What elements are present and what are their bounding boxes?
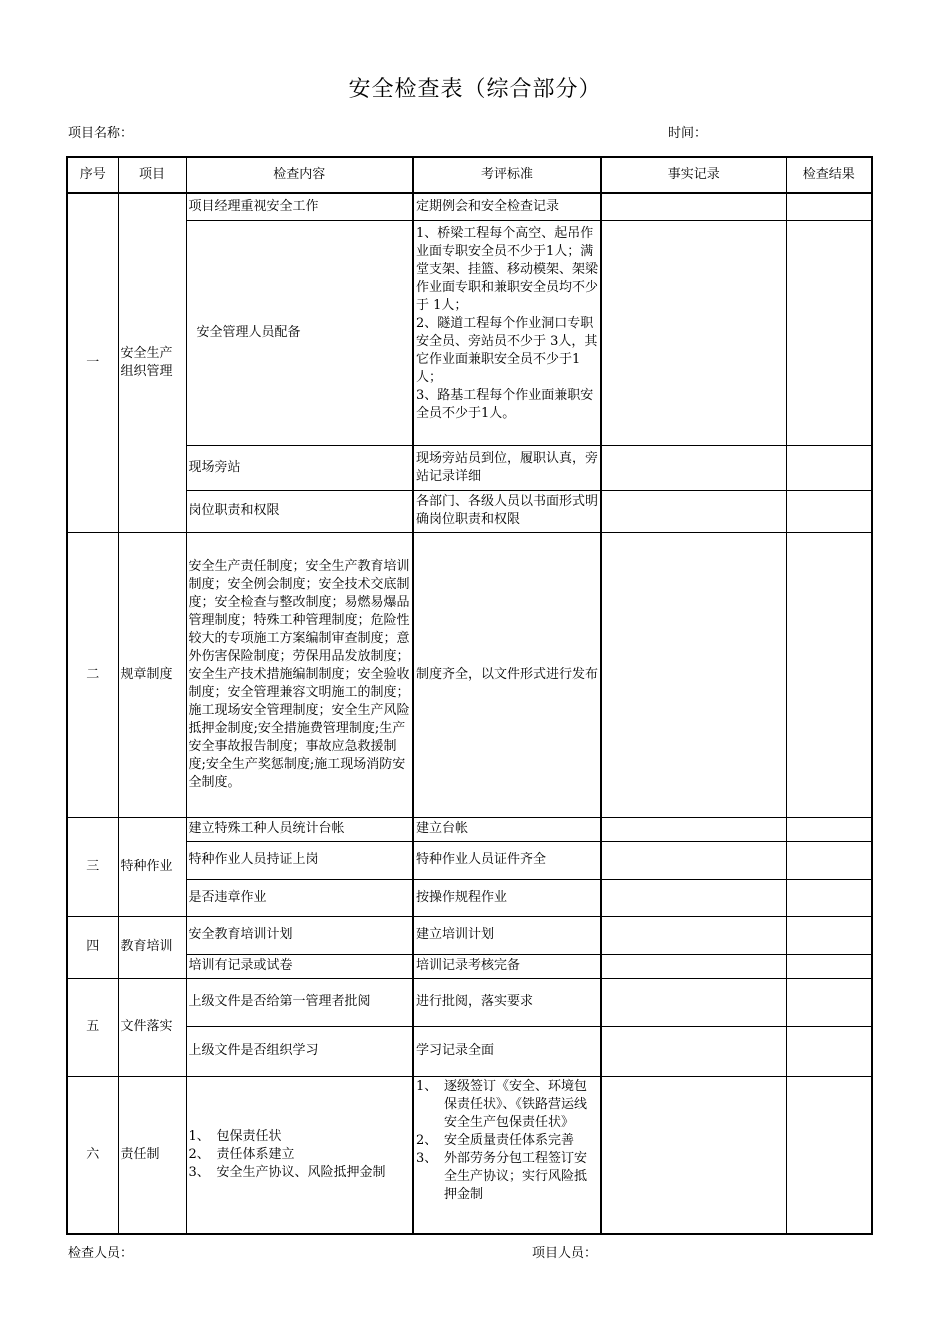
record-cell[interactable]: [601, 817, 786, 841]
list-item: 2、 责任体系建立: [188, 1146, 295, 1162]
result-cell[interactable]: [786, 532, 872, 817]
time-label: 时间：: [668, 126, 708, 141]
section-name: 规章制度: [118, 532, 186, 817]
result-cell[interactable]: [786, 841, 872, 879]
record-cell[interactable]: [601, 978, 786, 1026]
criteria: 按操作规程作业: [413, 879, 601, 916]
section-no: 五: [67, 978, 118, 1076]
record-cell[interactable]: [601, 1026, 786, 1076]
header-content: 检查内容: [186, 157, 413, 193]
check-content: [186, 1076, 413, 1234]
section-name: 特种作业: [118, 817, 186, 916]
record-cell[interactable]: [601, 954, 786, 978]
criteria: 特种作业人员证件齐全: [413, 841, 601, 879]
record-cell[interactable]: [601, 532, 786, 817]
inspector-label: 检查人员：: [68, 1246, 134, 1261]
criteria: 建立台帐: [413, 817, 601, 841]
result-cell[interactable]: [786, 1076, 872, 1234]
header-row: [67, 157, 872, 193]
criteria: 建立培训计划: [413, 916, 601, 954]
record-cell[interactable]: [601, 1076, 786, 1234]
table-row: [67, 193, 872, 220]
result-cell[interactable]: [786, 817, 872, 841]
check-content: 上级文件是否组织学习: [186, 1026, 413, 1076]
record-cell[interactable]: [601, 841, 786, 879]
section-no: 四: [67, 916, 118, 978]
list-item: 3、 外部劳务分包工程签订安全生产协议；实行风险抵押金制: [416, 1150, 588, 1202]
result-cell[interactable]: [786, 978, 872, 1026]
check-content: 安全生产责任制度；安全生产教育培训制度；安全例会制度；安全技术交底制度；安全检查与整改制度；易燃易爆品管理制度；特殊工种管理制度；危险性较大的专项施工方案编制审查制度；意外伤害保险制度；劳保用品发放制度；安全生产技术措施编制制度；安全验收制度；安全管理兼容文明施工的制度；施工现场安全管理制度；安全生产风险抵押金制度;安全措施费管理制度;生产安全事故报告制度；事故应急救援制度;安全生产奖惩制度;施工现场消防安全制度。: [186, 532, 413, 817]
criteria: 进行批阅，落实要求: [413, 978, 601, 1026]
section-name: 安全生产组织管理: [118, 193, 186, 532]
table-row: [67, 1076, 872, 1234]
check-content: 建立特殊工种人员统计台帐: [186, 817, 413, 841]
header-criteria: 考评标准: [413, 157, 601, 193]
table-row: [67, 220, 872, 445]
table-row: [67, 532, 872, 817]
header-record: 事实记录: [601, 157, 786, 193]
criteria: [413, 1076, 601, 1234]
criteria: 培训记录考核完备: [413, 954, 601, 978]
check-content: 培训有记录或试卷: [186, 954, 413, 978]
record-cell[interactable]: [601, 445, 786, 490]
result-cell[interactable]: [786, 445, 872, 490]
header-no: 序号: [67, 157, 118, 193]
header-result: 检查结果: [786, 157, 872, 193]
table-row: [67, 1026, 872, 1076]
result-cell[interactable]: [786, 220, 872, 445]
table-row: [67, 978, 872, 1026]
criteria: 各部门、各级人员以书面形式明确岗位职责和权限: [413, 490, 601, 532]
list-item: 1、 包保责任状: [188, 1128, 282, 1144]
check-content: 岗位职责和权限: [186, 490, 413, 532]
check-content: 项目经理重视安全工作: [186, 193, 413, 220]
result-cell[interactable]: [786, 490, 872, 532]
section-name: 责任制: [118, 1076, 186, 1234]
list-item: 1、 逐级签订《安全、环境包保责任状》、《铁路营运线安全生产包保责任状》: [416, 1078, 588, 1130]
list-item: 2、 安全质量责任体系完善: [416, 1132, 575, 1148]
record-cell[interactable]: [601, 879, 786, 916]
result-cell[interactable]: [786, 193, 872, 220]
table-row: [67, 879, 872, 916]
list-item: 3、 安全生产协议、风险抵押金制: [188, 1164, 386, 1180]
header-item: 项目: [118, 157, 186, 193]
criteria: 定期例会和安全检查记录: [413, 193, 601, 220]
record-cell[interactable]: [601, 193, 786, 220]
table-row: [67, 817, 872, 841]
section-no: 三: [67, 817, 118, 916]
result-cell[interactable]: [786, 1026, 872, 1076]
check-content: 上级文件是否给第一管理者批阅: [186, 978, 413, 1026]
criteria: 1、桥梁工程每个高空、起吊作业面专职安全员不少于1人；满堂支架、挂篮、移动模架、架梁作业面专职和兼职安全员均不少于 1人； 2、隧道工程每个作业洞口专职安全员、旁站员不少于 3人，其它作业面兼职安全员不少于1人； 3、路基工程每个作业面兼职安全员不少于1人。: [413, 220, 601, 445]
section-name: 文件落实: [118, 978, 186, 1076]
section-name: 教育培训: [118, 916, 186, 978]
record-cell[interactable]: [601, 220, 786, 445]
criteria: 制度齐全，以文件形式进行发布: [413, 532, 601, 817]
section-no: 一: [67, 193, 118, 532]
criteria: 现场旁站员到位，履职认真，旁站记录详细: [413, 445, 601, 490]
criteria: 学习记录全面: [413, 1026, 601, 1076]
table-row: [67, 445, 872, 490]
project-staff-label: 项目人员：: [532, 1246, 598, 1261]
record-cell[interactable]: [601, 916, 786, 954]
result-cell[interactable]: [786, 916, 872, 954]
project-name-label: 项目名称：: [68, 126, 134, 141]
table-row: [67, 490, 872, 532]
check-content: 是否违章作业: [186, 879, 413, 916]
table-row: [67, 916, 872, 954]
check-content: 安全管理人员配备: [186, 220, 413, 445]
result-cell[interactable]: [786, 879, 872, 916]
section-no: 六: [67, 1076, 118, 1234]
inspection-table: [66, 156, 873, 1235]
check-content: 安全教育培训计划: [186, 916, 413, 954]
page-title: 安全检查表（综合部分）: [348, 77, 602, 102]
table-row: [67, 841, 872, 879]
result-cell[interactable]: [786, 954, 872, 978]
section-no: 二: [67, 532, 118, 817]
check-content: 特种作业人员持证上岗: [186, 841, 413, 879]
record-cell[interactable]: [601, 490, 786, 532]
check-content: 现场旁站: [186, 445, 413, 490]
table-row: [67, 954, 872, 978]
